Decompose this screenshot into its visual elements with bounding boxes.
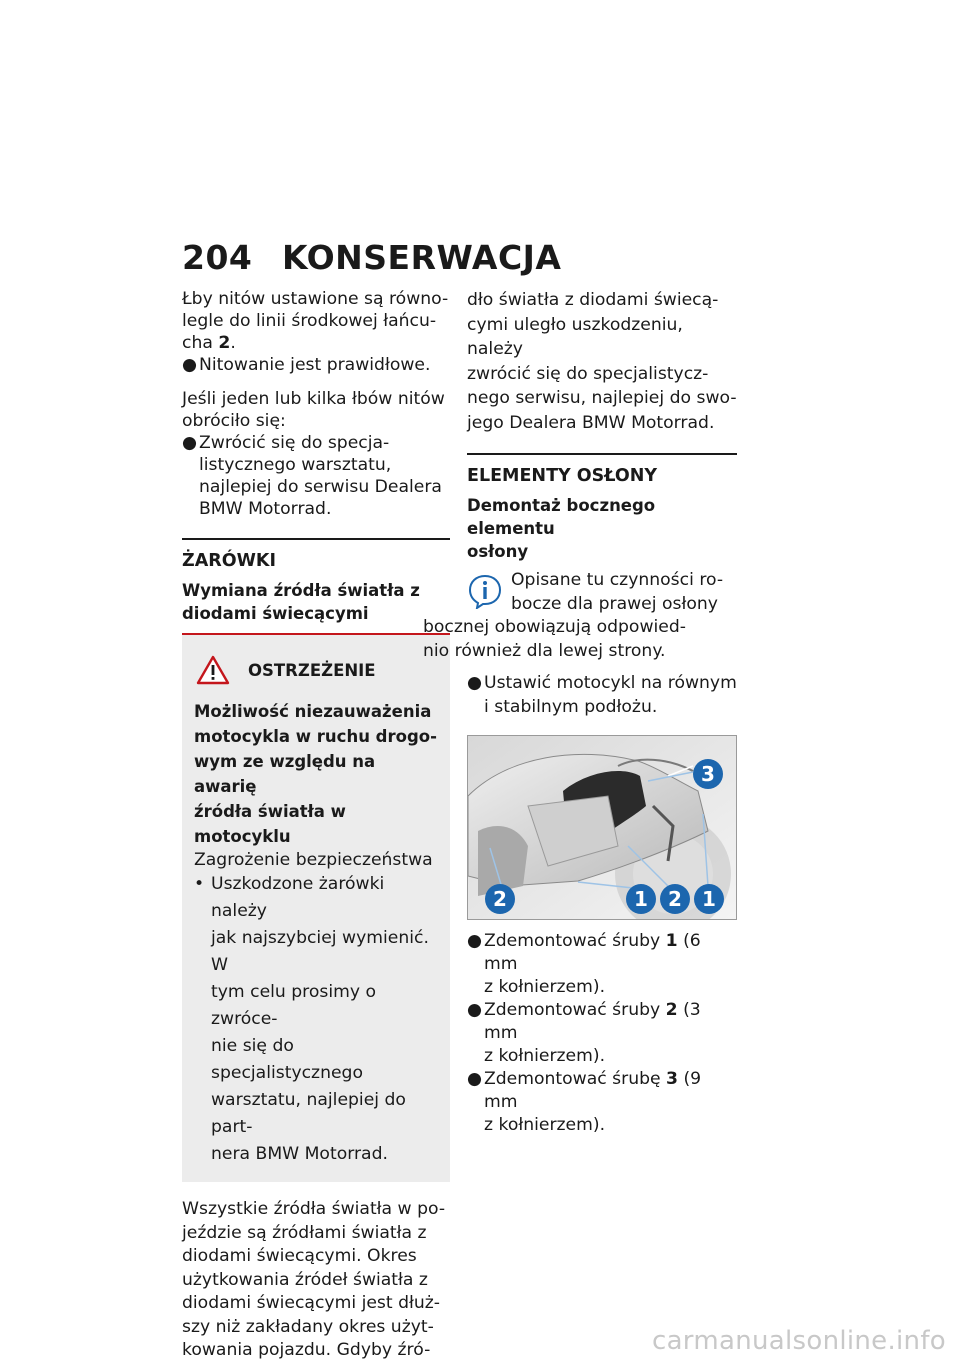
note-text: Opisane tu czynności ro- bocze dla prawej osłony bocznej obowiązują odpowied- nio również dla lewej strony. <box>423 570 724 661</box>
fairing-illustration <box>468 736 736 919</box>
warning-triangle-icon <box>196 655 230 685</box>
svg-text:2: 2 <box>493 887 507 911</box>
bullet-icon: ● <box>467 1000 482 1020</box>
bullet-icon: ● <box>467 1069 482 1089</box>
paragraph: Jeśli jeden lub kilka łbów nitów obróciło się: <box>182 389 445 431</box>
paragraph: dło światła z diodami świecą- cymi uległo uszkodzeniu, należy zwrócić się do specjalistycz- nego serwisu, najlepiej do swo- jego Dealera BMW Motorrad. <box>467 290 737 433</box>
warning-box <box>182 635 450 1182</box>
bullet-icon: ● <box>467 673 482 693</box>
list-item: • Uszkodzone żarówki należy jak najszybciej wymienić. W tym celu prosimy o zwróce- nie się do specjalistycznego warsztatu, najlepiej do part- nera BMW Motorrad. <box>194 871 438 1168</box>
motorcycle-fairing-figure <box>467 735 737 920</box>
bullet-icon: ● <box>467 931 482 951</box>
subsection-heading: Wymiana źródła światła z diodami świecącymi <box>182 581 420 623</box>
svg-text:2: 2 <box>668 887 682 911</box>
callout-1-center <box>626 884 656 914</box>
subsection-heading: Demontaż bocznego elementu osłony <box>467 496 656 561</box>
reference-number: 2 <box>218 333 231 353</box>
svg-text:1: 1 <box>702 887 716 911</box>
reference-number: 3 <box>666 1069 678 1089</box>
list-item: ● Zdemontować śruby 2 (3 mm z kołnierzem). <box>467 1000 701 1066</box>
warning-title: OSTRZEŻENIE <box>248 661 376 680</box>
page-header <box>182 238 742 282</box>
paragraph: Wszystkie źródła światła w po- jeździe są źródłami światła z diodami świecącymi. Okres użytkowania źródeł światła z diodami świecącymi jest dłuż- szy niż zakładany okres użyt- kowania pojazdu. Gdyby źró- <box>182 1199 446 1360</box>
list-item: ● Zdemontować śrubę 3 (9 mm z kołnierzem). <box>467 1069 702 1135</box>
info-icon <box>467 573 503 609</box>
hazard-text: Zagrożenie bezpieczeństwa <box>194 850 433 870</box>
left-column <box>182 288 450 1363</box>
bullet-icon: • <box>194 874 205 894</box>
reference-number: 2 <box>665 1000 678 1020</box>
info-note <box>423 569 737 663</box>
reference-number: 1 <box>665 931 678 951</box>
list-item: ● Zdemontować śruby 1 (6 mm z kołnierzem). <box>467 931 701 997</box>
paragraph: Łby nitów ustawione są równo- legle do linii środkowej łańcu- cha 2. <box>182 289 449 353</box>
bullet-icon: ● <box>182 355 197 375</box>
list-item: ● Nitowanie jest prawidłowe. <box>182 355 431 375</box>
chapter-title: KONSERWACJA <box>282 238 562 277</box>
bullet-icon: ● <box>182 433 197 453</box>
svg-text:1: 1 <box>634 887 648 911</box>
section-heading: ELEMENTY OSŁONY <box>467 453 737 488</box>
callout-1-right <box>694 884 724 914</box>
callout-2-left <box>485 884 515 914</box>
svg-text:3: 3 <box>701 762 715 786</box>
watermark: carmanualsonline.info <box>651 1326 946 1356</box>
list-item: ● Ustawić motocykl na równym i stabilnym podłożu. <box>467 673 737 717</box>
callout-3 <box>693 759 723 789</box>
callout-2-right <box>660 884 690 914</box>
step-list <box>467 930 737 1137</box>
list-item: ● Zwrócić się do specja- listycznego warsztatu, najlepiej do serwisu Dealera BMW Motorrad. <box>182 433 442 519</box>
right-column <box>423 288 737 1137</box>
section-heading: ŻARÓWKI <box>182 538 450 573</box>
page-number: 204 <box>182 238 253 277</box>
warning-headline: Możliwość niezauważenia motocykla w ruchu drogo- wym ze względu na awarię źródła światła w motocyklu <box>194 702 437 846</box>
